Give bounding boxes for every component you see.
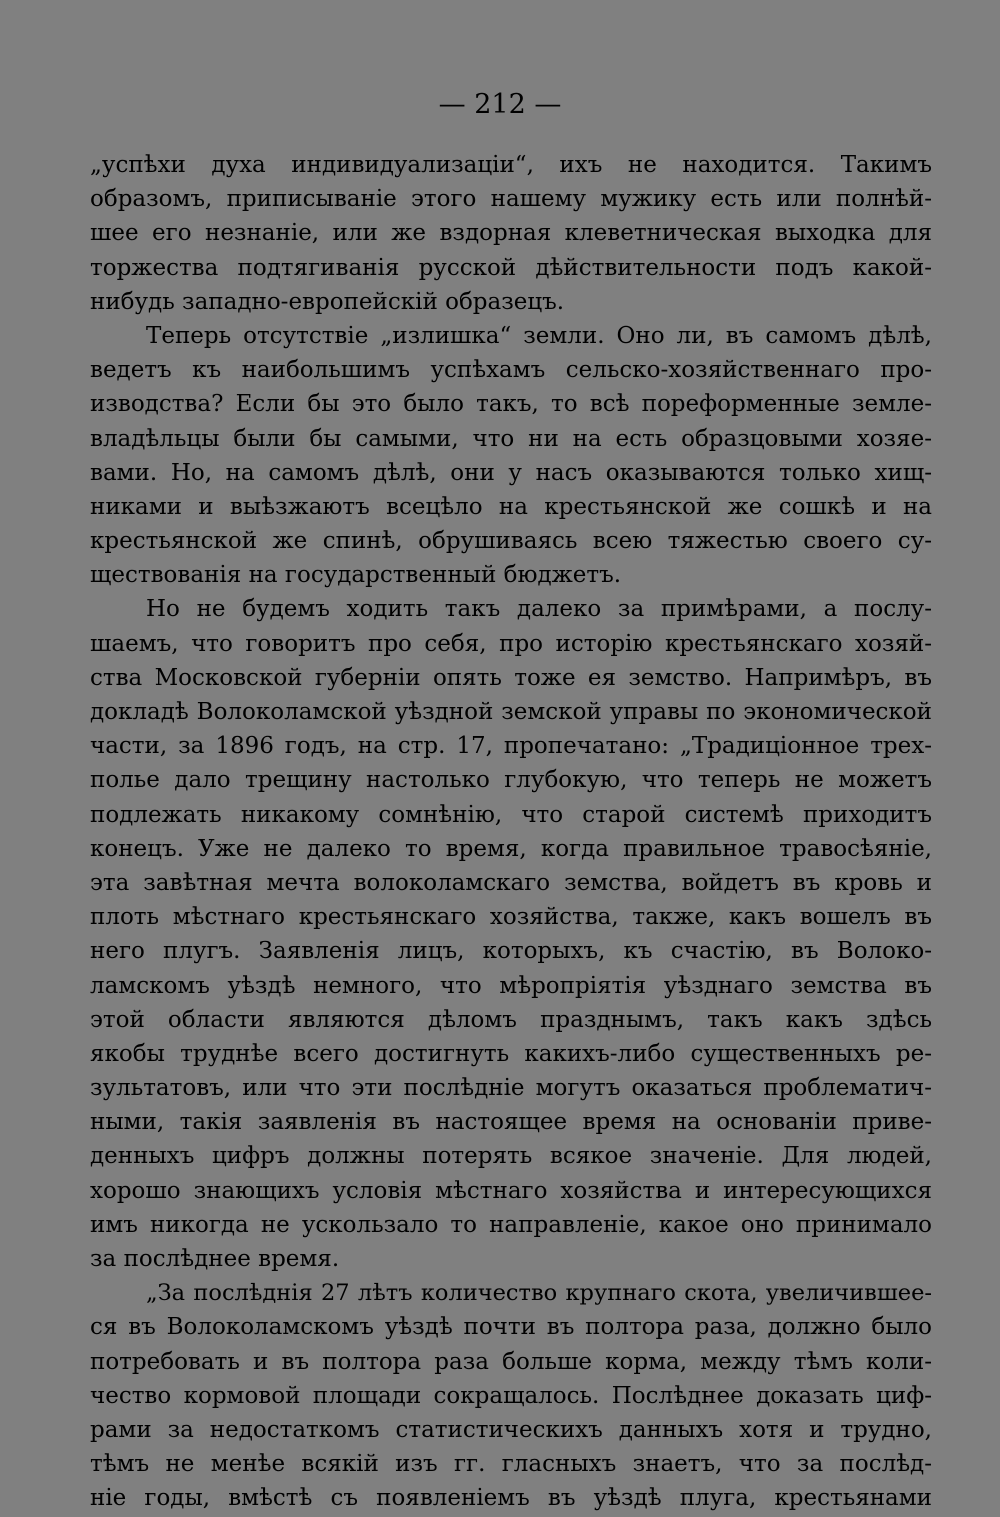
page-number: — 212 — (438, 89, 562, 120)
text-line: торжества подтягиванія русской дѣйствительности подъ какой- (90, 254, 932, 281)
text-line: хорошо знающихъ условія мѣстнаго хозяйства и интересующихся (90, 1177, 932, 1204)
text-line: образомъ, приписываніе этого нашему мужику есть или полнѣй- (90, 186, 932, 213)
text-line: якобы труднѣе всего достигнуть какихъ-либо существенныхъ ре- (90, 1040, 932, 1067)
text-line: ществованія на государственный бюджетъ. (90, 562, 622, 589)
text-line: тѣмъ не менѣе всякій изъ гг. гласныхъ знаетъ, что за послѣд- (90, 1451, 932, 1478)
body-text (90, 148, 932, 1516)
text-line: имъ никогда не ускользало то направленіе, какое оно принимало (90, 1211, 932, 1238)
text-line: рами за недостаткомъ статистическихъ данныхъ хотя и трудно, (90, 1416, 932, 1443)
text-line: этой области являются дѣломъ празднымъ, такъ какъ здѣсь (90, 1006, 932, 1033)
text-line: плоть мѣстнаго крестьянскаго хозяйства, также, какъ вошелъ въ (90, 904, 932, 931)
text-line: „успѣхи духа индивидуализаціи“, ихъ не находится. Такимъ (90, 152, 932, 178)
text-line: ведетъ къ наибольшимъ успѣхамъ сельско-хозяйственнаго про- (90, 357, 932, 384)
text-line: вами. Но, на самомъ дѣлѣ, они у насъ оказываются только хищ- (90, 459, 932, 486)
text-line: полье дало трещину настолько глубокую, что теперь не можетъ (90, 767, 932, 794)
text-line: за послѣднее время. (90, 1246, 340, 1272)
text-line: эта завѣтная мечта волоколамскаго земства, войдетъ въ кровь и (90, 869, 932, 896)
text-line: никами и выѣзжаютъ всецѣло на крестьянской же сошкѣ и на (90, 493, 932, 520)
text-line: нибудь западно-европейскій образецъ. (90, 288, 565, 315)
text-line: Но не будемъ ходить такъ далеко за примѣрами, а послу- (146, 596, 932, 623)
text-line: части, за 1896 годъ, на стр. 17, пропечатано: „Традиціонное трех- (90, 733, 932, 760)
text-line: потребовать и въ полтора раза больше корма, между тѣмъ коли- (90, 1348, 932, 1375)
text-line: подлежать никакому сомнѣнію, что старой системѣ приходитъ (90, 801, 932, 828)
text-line: него плугъ. Заявленія лицъ, которыхъ, къ счастію, въ Волоко- (90, 938, 932, 965)
text-line: шее его незнаніе, или же вздорная клеветническая выходка для (90, 220, 932, 247)
text-line: Теперь отсутствіе „излишка“ земли. Оно ли, въ самомъ дѣлѣ, (146, 322, 932, 349)
text-line: ства Московской губерніи опять тоже ея земство. Напримѣръ, въ (90, 664, 932, 691)
text-line: владѣльцы были бы самыми, что ни на есть образцовыми хозяе- (90, 425, 932, 452)
text-line: „За послѣднія 27 лѣтъ количество крупнаго скота, увеличившее- (146, 1280, 932, 1307)
text-line: шаемъ, что говоритъ про себя, про исторію крестьянскаго хозяй- (90, 630, 932, 657)
text-line: чество кормовой площади сокращалось. Послѣднее доказать циф- (90, 1382, 932, 1409)
text-line: ламскомъ уѣздѣ немного, что мѣропріятія уѣзднаго земства въ (90, 972, 932, 999)
text-line: ными, такія заявленія въ настоящее время на основаніи приве- (90, 1109, 932, 1136)
text-line: ніе годы, вмѣстѣ съ появленіемъ въ уѣздѣ плуга, крестьянами (90, 1485, 932, 1512)
text-line: крестьянской же спинѣ, обрушиваясь всею тяжестью своего су- (90, 528, 932, 555)
text-line: зультатовъ, или что эти послѣдніе могутъ оказаться проблематич- (90, 1075, 932, 1102)
text-line: ся въ Волоколамскомъ уѣздѣ почти въ полтора раза, должно было (90, 1314, 932, 1341)
text-line: докладѣ Волоколамской уѣздной земской управы по экономической (90, 699, 932, 725)
text-line: изводства? Если бы это было такъ, то всѣ пореформенные земле- (90, 391, 932, 418)
text-line: денныхъ цифръ должны потерять всякое значеніе. Для людей, (90, 1143, 932, 1170)
text-line: конецъ. Уже не далеко то время, когда правильное травосѣяніе, (90, 835, 932, 862)
